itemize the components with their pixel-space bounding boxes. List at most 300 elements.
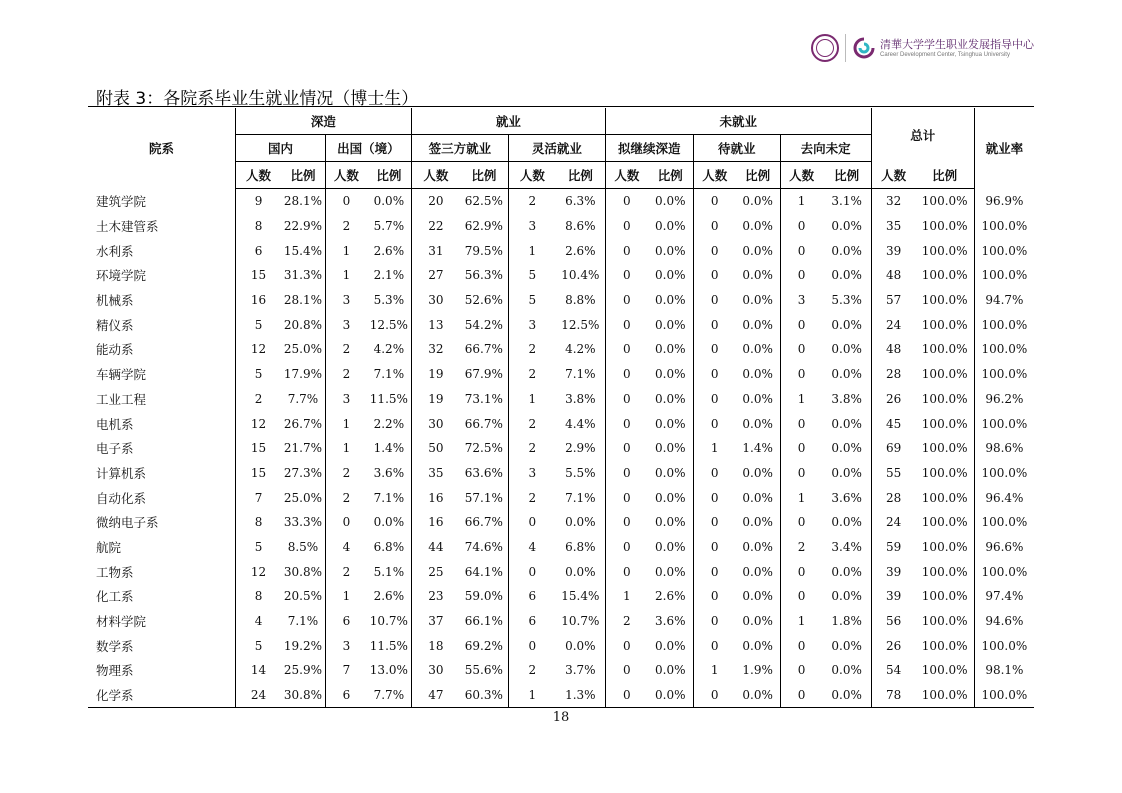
value-cell: 1.8% [831,614,862,629]
value-cell: 0.0% [823,683,872,708]
value-cell: 66.7% [464,515,503,530]
header-count: 人数 [325,162,366,189]
value-cell: 100.0% [916,683,975,708]
value-cell: 0.0% [742,293,773,308]
value-cell: 0 [605,658,647,683]
value-cell: 0 [780,436,822,461]
value-cell: 0 [693,633,735,658]
header-ratio: 比例 [823,162,872,189]
value-cell: 2.2% [373,416,405,431]
value-cell: 0 [693,362,735,387]
header-ratio: 比例 [556,162,606,189]
table-row [88,288,1034,313]
value-cell: 3 [325,288,366,313]
header-ratio: 比例 [916,162,975,189]
value-cell: 12 [236,337,281,362]
value-cell: 0.0% [655,194,686,209]
value-cell: 0.0% [742,638,773,653]
value-cell: 0.0% [831,219,862,234]
value-cell: 100.0% [974,559,1034,584]
value-cell: 10.7% [369,614,408,629]
value-cell: 0.0% [655,293,686,308]
value-cell: 0.0% [655,490,686,505]
value-cell: 0.0% [831,416,862,431]
title-rule [88,106,1034,107]
value-cell: 5.7% [373,219,405,234]
value-cell: 67.9% [464,367,503,382]
header-ratio: 比例 [648,162,693,189]
value-cell: 0 [693,683,735,708]
value-cell: 0.0% [831,515,862,530]
value-cell: 54.2% [464,317,503,332]
header-logo [811,34,1034,62]
dept-name-cell: 土木建管系 [96,219,159,235]
value-cell: 0.0% [742,317,773,332]
value-cell: 0.0% [565,564,596,579]
value-cell: 69 [871,436,915,461]
dept-name-cell: 物理系 [96,663,134,679]
value-cell: 74.6% [464,539,503,554]
value-cell: 0.0% [655,268,686,283]
value-cell: 9 [236,189,281,214]
header-rate: 就业率 [974,108,1034,189]
value-cell: 0 [325,189,366,214]
value-cell: 0.0% [831,564,862,579]
value-cell: 0.0% [565,515,596,530]
value-cell: 2.6% [373,243,405,258]
value-cell: 6.8% [565,539,596,554]
value-cell: 0.0% [831,638,862,653]
value-cell: 5 [508,263,555,288]
value-cell: 0 [325,510,366,535]
dept-name-cell: 能动系 [96,342,134,358]
value-cell: 2 [605,609,647,634]
value-cell: 0.0% [831,465,862,480]
value-cell: 11.5% [369,638,408,653]
value-cell: 0 [693,535,735,560]
value-cell: 100.0% [921,293,968,308]
value-cell: 7.1% [287,614,319,629]
value-cell: 39 [871,584,915,609]
value-cell: 16 [236,288,281,313]
header-count: 人数 [871,162,915,189]
value-cell: 1.4% [742,441,773,456]
table-row [88,312,1034,337]
value-cell: 1.9% [742,663,773,678]
value-cell: 5 [236,362,281,387]
value-cell: 4 [236,609,281,634]
header-group-shenzao: 深造 [236,108,412,135]
value-cell: 3 [508,214,555,239]
dept-name-cell: 航院 [96,539,122,555]
dept-name-cell: 环境学院 [96,268,147,284]
value-cell: 30 [411,658,460,683]
value-cell: 5 [236,633,281,658]
value-cell: 52.6% [464,293,503,308]
value-cell: 57 [871,288,915,313]
value-cell: 0.0% [742,515,773,530]
value-cell: 100.0% [974,238,1034,263]
value-cell: 37 [411,609,460,634]
value-cell: 12 [236,559,281,584]
value-cell: 8.8% [565,293,596,308]
value-cell: 23 [411,584,460,609]
value-cell: 2 [508,189,555,214]
value-cell: 14 [236,658,281,683]
table-row [88,436,1034,461]
value-cell: 0 [780,337,822,362]
header-group-jiuye: 就业 [411,108,605,135]
value-cell: 20.5% [283,589,323,604]
value-cell: 2 [508,411,555,436]
value-cell: 98.1% [974,658,1034,683]
value-cell: 0 [693,263,735,288]
value-cell: 4 [325,535,366,560]
value-cell: 3.7% [565,663,596,678]
value-cell: 100.0% [921,243,968,258]
value-cell: 3 [325,387,366,412]
value-cell: 100.0% [921,441,968,456]
value-cell: 62.5% [464,194,503,209]
value-cell: 28 [871,362,915,387]
dept-name-cell: 化学系 [88,683,236,708]
value-cell: 3 [780,288,822,313]
value-cell: 1 [325,263,366,288]
value-cell: 16 [411,510,460,535]
header-count: 人数 [605,162,647,189]
table-row [88,214,1034,239]
table-body [88,189,1034,708]
value-cell: 0 [780,584,822,609]
value-cell: 6 [325,609,366,634]
dept-name-cell: 微纳电子系 [96,515,159,531]
value-cell: 0.0% [742,589,773,604]
value-cell: 0 [605,485,647,510]
value-cell: 1 [693,658,735,683]
value-cell: 0.0% [655,539,686,554]
value-cell: 3.1% [831,194,862,209]
value-cell: 13.0% [369,663,408,678]
value-cell: 0 [605,559,647,584]
dept-name-cell: 材料学院 [96,614,147,630]
value-cell: 0 [693,312,735,337]
value-cell: 19 [411,387,460,412]
dept-name-cell: 自动化系 [96,490,147,506]
table-row [88,411,1034,436]
value-cell: 0.0% [565,638,596,653]
value-cell: 0 [780,411,822,436]
table-row [88,584,1034,609]
dept-name-cell: 化工系 [96,589,134,605]
value-cell: 26 [871,633,915,658]
header-count: 人数 [411,162,460,189]
header-ratio: 比例 [736,162,780,189]
value-cell: 0 [780,461,822,486]
value-cell: 0 [693,387,735,412]
value-cell: 27.3% [283,465,323,480]
header-count: 人数 [236,162,281,189]
table-row [88,362,1034,387]
value-cell: 96.6% [974,535,1034,560]
value-cell: 7 [325,658,366,683]
value-cell: 0 [780,263,822,288]
header-group-weijiuye: 未就业 [605,108,871,135]
value-cell: 25.0% [283,342,323,357]
value-cell: 0.0% [831,268,862,283]
value-cell: 1 [325,436,366,461]
value-cell: 0 [605,214,647,239]
value-cell: 3.6% [831,490,862,505]
table-row [88,238,1034,263]
value-cell: 100.0% [921,663,968,678]
value-cell: 0 [605,387,647,412]
table-row [88,609,1034,634]
value-cell: 12 [236,411,281,436]
value-cell: 26.7% [283,416,323,431]
dept-name-cell: 机械系 [96,293,134,309]
header-group-zongji: 总计 [871,108,974,162]
value-cell: 100.0% [921,391,968,406]
value-cell: 18 [411,633,460,658]
value-cell: 2 [325,559,366,584]
value-cell: 33.3% [283,515,323,530]
value-cell: 64.1% [464,564,503,579]
value-cell: 0.0% [655,243,686,258]
value-cell: 2 [508,485,555,510]
value-cell: 0.0% [831,663,862,678]
logo-divider [845,34,846,62]
value-cell: 0 [605,337,647,362]
value-cell: 0 [780,559,822,584]
value-cell: 100.0% [921,416,968,431]
value-cell: 0.0% [655,564,686,579]
value-cell: 3.8% [831,391,862,406]
value-cell: 28.1% [283,194,323,209]
brand-name-cn: 清華大学学生职业发展指导中心 [880,37,1034,51]
value-cell: 2 [325,362,366,387]
value-cell: 35 [871,214,915,239]
value-cell: 21.7% [283,441,323,456]
value-cell: 0 [780,510,822,535]
header-sub-daijiuye: 待就业 [693,135,780,162]
value-cell: 100.0% [921,367,968,382]
value-cell: 0.0% [655,391,686,406]
value-cell: 100.0% [921,268,968,283]
value-cell: 30.8% [281,683,325,708]
value-cell: 32 [871,189,915,214]
value-cell: 100.0% [921,342,968,357]
value-cell: 94.6% [974,609,1034,634]
value-cell: 26 [871,387,915,412]
value-cell: 0.0% [742,391,773,406]
header-count: 人数 [508,162,555,189]
page-number: 18 [552,710,570,725]
value-cell: 5 [236,535,281,560]
value-cell: 57.1% [464,490,503,505]
value-cell: 15.4% [561,589,600,604]
table-row [88,535,1034,560]
value-cell: 0 [693,461,735,486]
value-cell: 0 [605,189,647,214]
value-cell: 59.0% [464,589,503,604]
header-sub-nijixu: 拟继续深造 [605,135,693,162]
value-cell: 100.0% [921,614,968,629]
header-sub-guonei: 国内 [236,135,326,162]
value-cell: 6.8% [373,539,405,554]
value-cell: 0.0% [742,539,773,554]
value-cell: 4.2% [565,342,596,357]
value-cell: 8.5% [287,539,319,554]
value-cell: 2 [508,362,555,387]
value-cell: 7.7% [287,391,319,406]
value-cell: 16 [411,485,460,510]
value-cell: 2 [508,658,555,683]
value-cell: 0 [605,436,647,461]
value-cell: 8 [236,214,281,239]
value-cell: 1 [508,683,555,708]
value-cell: 100.0% [921,194,968,209]
dept-name-cell: 建筑学院 [96,194,147,210]
value-cell: 69.2% [464,638,503,653]
header-ratio: 比例 [281,162,325,189]
value-cell: 0.0% [655,219,686,234]
value-cell: 0.0% [831,243,862,258]
value-cell: 0 [693,189,735,214]
value-cell: 24 [871,510,915,535]
value-cell: 0.0% [655,465,686,480]
value-cell: 45 [871,411,915,436]
value-cell: 0 [693,238,735,263]
value-cell: 10.4% [561,268,600,283]
value-cell: 60.3% [460,683,509,708]
value-cell: 0.0% [742,342,773,357]
value-cell: 0 [508,559,555,584]
career-center-logo-icon [852,36,876,60]
value-cell: 0.0% [742,268,773,283]
value-cell: 0 [508,510,555,535]
value-cell: 1 [325,238,366,263]
value-cell: 6.3% [565,194,596,209]
value-cell: 50 [411,436,460,461]
employment-table [88,108,1034,708]
value-cell: 32 [411,337,460,362]
table-row [88,461,1034,486]
value-cell: 100.0% [921,589,968,604]
value-cell: 100.0% [921,638,968,653]
value-cell: 62.9% [464,219,503,234]
value-cell: 0 [780,362,822,387]
value-cell: 39 [871,559,915,584]
value-cell: 48 [871,337,915,362]
value-cell: 0 [508,633,555,658]
value-cell: 100.0% [921,539,968,554]
header-sub-chuguo: 出国（境） [325,135,411,162]
value-cell: 0.0% [742,416,773,431]
header-sub-quxiang: 去向未定 [780,135,871,162]
value-cell: 6 [508,609,555,634]
value-cell: 56.3% [464,268,503,283]
value-cell: 100.0% [974,411,1034,436]
value-cell: 7.1% [373,490,405,505]
value-cell: 0.0% [373,515,405,530]
header-sub-linghuo: 灵活就业 [508,135,605,162]
value-cell: 100.0% [974,461,1034,486]
value-cell: 100.0% [974,214,1034,239]
value-cell: 66.7% [464,342,503,357]
header-count: 人数 [780,162,822,189]
value-cell: 1 [508,238,555,263]
value-cell: 100.0% [974,263,1034,288]
value-cell: 79.5% [464,243,503,258]
value-cell: 1 [325,584,366,609]
value-cell: 0.0% [742,219,773,234]
value-cell: 48 [871,263,915,288]
value-cell: 55.6% [464,663,503,678]
value-cell: 0.0% [648,683,693,708]
value-cell: 3 [508,461,555,486]
value-cell: 0 [693,559,735,584]
table-row [88,633,1034,658]
value-cell: 24 [236,683,281,708]
value-cell: 30 [411,288,460,313]
value-cell: 0 [605,633,647,658]
value-cell: 66.7% [464,416,503,431]
dept-name-cell: 工物系 [96,564,134,580]
value-cell: 56 [871,609,915,634]
value-cell: 0.0% [655,342,686,357]
page-title: 附表 3：各院系毕业生就业情况（博士生） [96,89,419,109]
value-cell: 0.0% [655,663,686,678]
value-cell: 0 [780,214,822,239]
dept-name-cell: 电子系 [96,441,134,457]
value-cell: 15 [236,461,281,486]
value-cell: 100.0% [974,510,1034,535]
value-cell: 0 [780,312,822,337]
table-row [88,337,1034,362]
table-row [88,658,1034,683]
value-cell: 0.0% [373,194,405,209]
dept-name-cell: 水利系 [96,243,134,259]
value-cell: 0.0% [742,465,773,480]
value-cell: 0.0% [655,441,686,456]
value-cell: 0.0% [831,317,862,332]
value-cell: 0 [693,337,735,362]
value-cell: 5.1% [373,564,405,579]
value-cell: 100.0% [921,219,968,234]
value-cell: 0 [693,609,735,634]
value-cell: 2 [780,535,822,560]
dept-name-cell: 精仪系 [96,317,134,333]
brand-name-en: Career Development Center, Tsinghua University [880,51,1010,58]
value-cell: 1.4% [373,441,405,456]
value-cell: 0 [780,633,822,658]
value-cell: 0.0% [655,638,686,653]
value-cell: 97.4% [974,584,1034,609]
value-cell: 10.7% [561,614,600,629]
value-cell: 2 [236,387,281,412]
value-cell: 12.5% [561,317,600,332]
value-cell: 47 [411,683,460,708]
value-cell: 0.0% [736,683,780,708]
table-row [88,387,1034,412]
value-cell: 2 [325,485,366,510]
value-cell: 3.4% [831,539,862,554]
value-cell: 0.0% [742,194,773,209]
value-cell: 72.5% [464,441,503,456]
value-cell: 13 [411,312,460,337]
value-cell: 5 [508,288,555,313]
value-cell: 8 [236,584,281,609]
